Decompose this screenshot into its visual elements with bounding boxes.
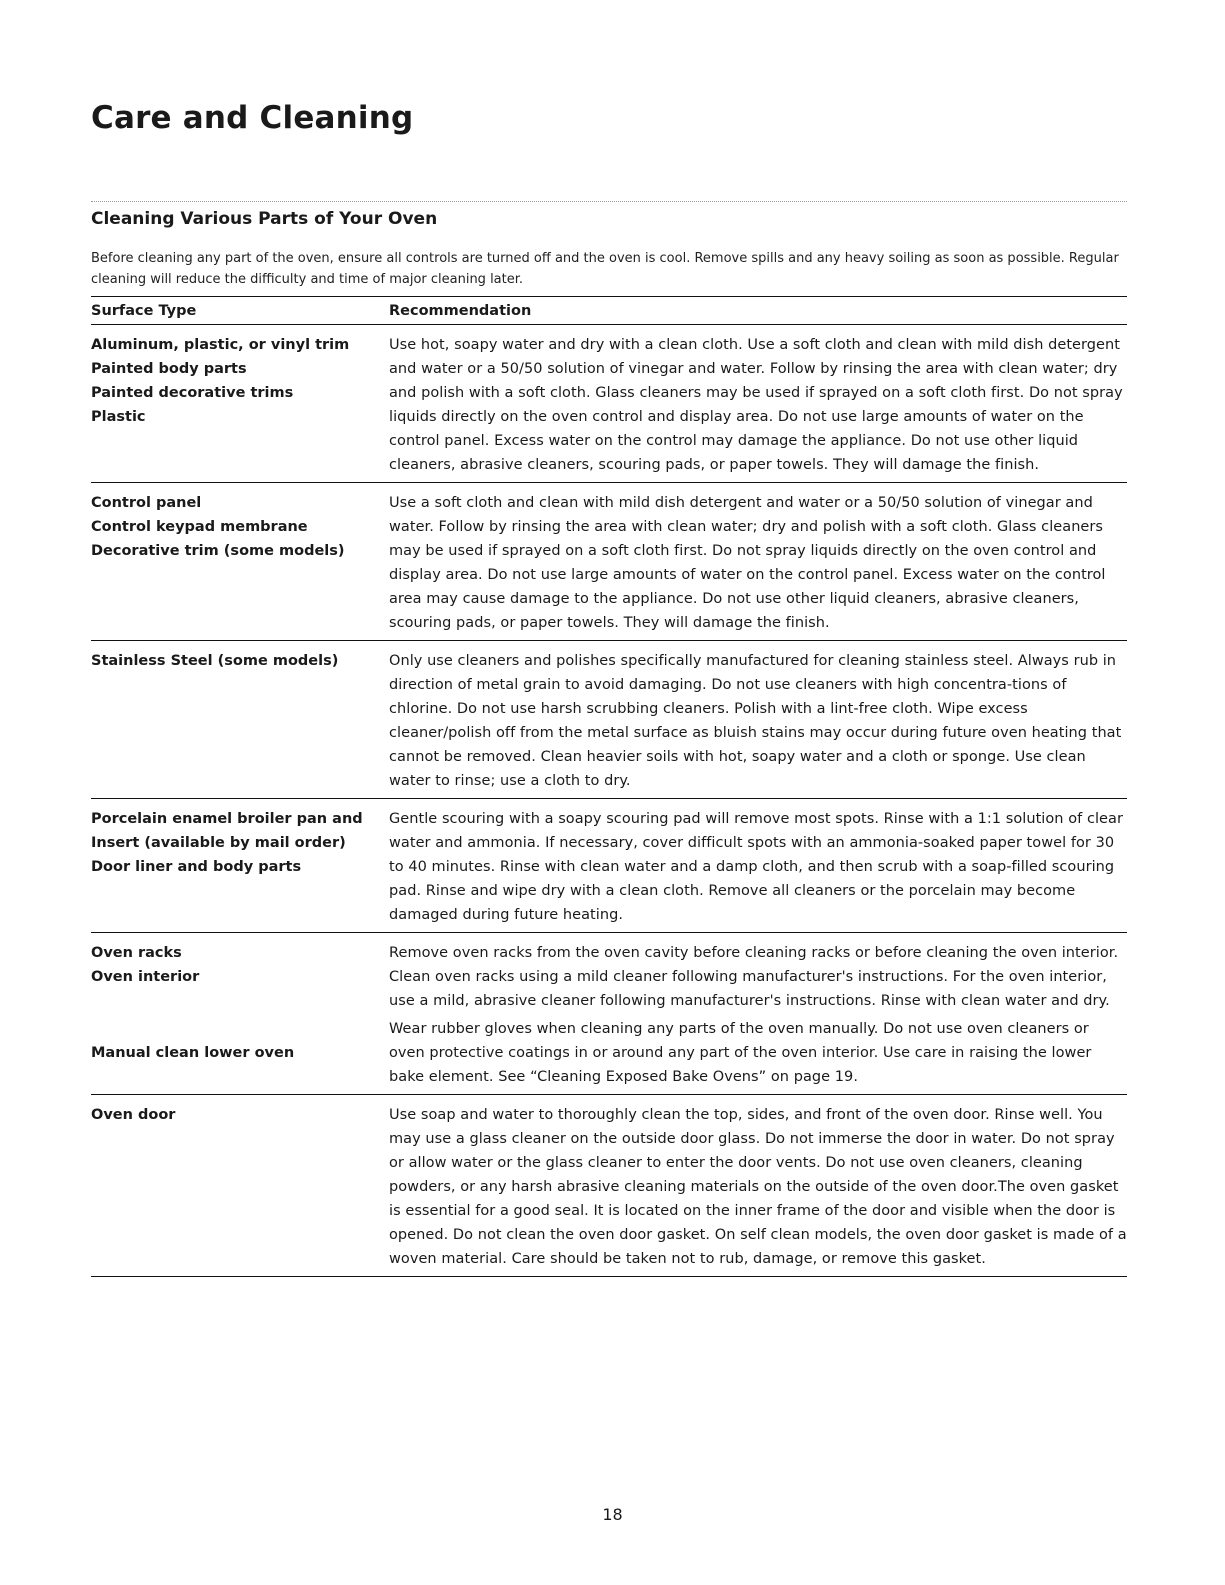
surface-label: Plastic [91,409,146,425]
table-row [91,325,1127,483]
surface-cell [91,333,389,477]
header-recommendation: Recommendation [389,303,532,319]
table-row [91,483,1127,641]
surface-label: Porcelain enamel broiler pan and [91,811,363,827]
surface-label: Oven racks [91,945,182,961]
table-row [91,799,1127,933]
section-title: Cleaning Various Parts of Your Oven [91,209,438,229]
surface-cell [91,491,389,635]
surface-label: Control panel [91,495,202,511]
surface-label: Aluminum, plastic, or vinyl trim [91,337,350,353]
cleaning-table [91,296,1127,1277]
surface-label: Painted decorative trims [91,385,294,401]
table-row [91,933,1127,1095]
recommendation-cell: Use soap and water to thoroughly clean the top, sides, and front of the oven door. Rinse well. You may use a glass cleaner on the outside door glass. Do not immerse the door in water. Do not spray or allow water or the glass cleaner to enter the door vents. Do not use oven cleaners, cleaning powders, or any harsh abrasive cleaning materials on the outside of the oven door.The oven gasket is essential for a good seal. It is located on the inner frame of the door and visible when the door is opened. Do not clean the oven door gasket. On self clean models, the oven door gasket is made of a woven material. Care should be taken not to rub, damage, or remove this gasket. [389,1107,1127,1267]
surface-label: Insert (available by mail order) [91,835,346,851]
surface-label: Painted body parts [91,361,247,377]
intro-paragraph: Before cleaning any part of the oven, ensure all controls are turned off and the oven is cool. Remove spills and any heavy soiling as soon as possible. Regular cleaning will reduce the difficulty and time of major cleaning later. [91,251,1119,287]
surface-label: Stainless Steel (some models) [91,653,339,669]
surface-label: Control keypad membrane [91,519,308,535]
page-number: 18 [602,1505,623,1524]
surface-label: Oven interior [91,969,200,985]
table-subrow [91,941,1127,1013]
surface-cell [91,807,389,927]
section-divider [91,201,1127,202]
recommendation-cell: Gentle scouring with a soapy scouring pad will remove most spots. Rinse with a 1:1 solution of clear water and ammonia. If necessary, cover difficult spots with an ammonia-soaked paper towel for 30 to 40 minutes. Rinse with clean water and a damp cloth, and then scrub with a soap-filled scouring pad. Rinse and wipe dry with a clean cloth. Remove all cleaners or the porcelain may become damaged during future heating. [389,811,1123,923]
header-surface-type: Surface Type [91,303,197,319]
table-row [91,1095,1127,1277]
table-subrow [91,1017,1127,1089]
table-row [91,641,1127,799]
recommendation-cell: Wear rubber gloves when cleaning any parts of the oven manually. Do not use oven cleaners or oven protective coatings in or around any part of the oven interior. Use care in raising the lower bake element. See “Cleaning Exposed Bake Ovens” on page 19. [389,1021,1092,1085]
surface-label: Oven door [91,1107,176,1123]
surface-cell [91,941,389,1013]
recommendation-cell: Only use cleaners and polishes specifically manufactured for cleaning stainless steel. Always rub in direction of metal grain to avoid damaging. Do not use cleaners with high concentra-tions of chlorine. Do not use harsh scrubbing cleaners. Polish with a lint-free cloth. Wipe excess cleaner/polish off from the metal surface as bluish stains may occur during future oven heating that cannot be removed. Clean heavier soils with hot, soapy water and a cloth or sponge. Use clean water to rinse; use a cloth to dry. [389,653,1122,789]
surface-label: Manual clean lower oven [91,1045,295,1061]
surface-cell [91,1017,389,1089]
page-title: Care and Cleaning [91,100,414,136]
surface-label: Decorative trim (some models) [91,543,345,559]
recommendation-cell: Use hot, soapy water and dry with a clean cloth. Use a soft cloth and clean with mild dish detergent and water or a 50/50 solution of vinegar and water. Follow by rinsing the area with clean water; dry and polish with a soft cloth. Glass cleaners may be used if sprayed on a soft cloth first. Do not spray liquids directly on the oven control and display area. Do not use large amounts of water on the control panel. Excess water on the control may damage the appliance. Do not use other liquid cleaners, abrasive cleaners, scouring pads, or paper towels. They will damage the finish. [389,337,1123,473]
surface-cell [91,649,389,793]
recommendation-cell: Use a soft cloth and clean with mild dish detergent and water or a 50/50 solution of vinegar and water. Follow by rinsing the area with clean water; dry and polish with a soft cloth. Glass cleaners may be used if sprayed on a soft cloth first. Do not spray liquids directly on the oven control and display area. Do not use large amounts of water on the control panel. Excess water on the control area may cause damage to the appliance. Do not use other liquid cleaners, abrasive cleaners, scouring pads, or paper towels. They will damage the finish. [389,495,1106,631]
surface-cell [91,1103,389,1271]
table-header-row [91,297,1127,325]
recommendation-cell: Remove oven racks from the oven cavity before cleaning racks or before cleaning the oven interior. Clean oven racks using a mild cleaner following manufacturer's instructions. For the oven interior, use a mild, abrasive cleaner following manufacturer's instructions. Rinse with clean water and dry. [389,945,1119,1009]
surface-label: Door liner and body parts [91,859,302,875]
